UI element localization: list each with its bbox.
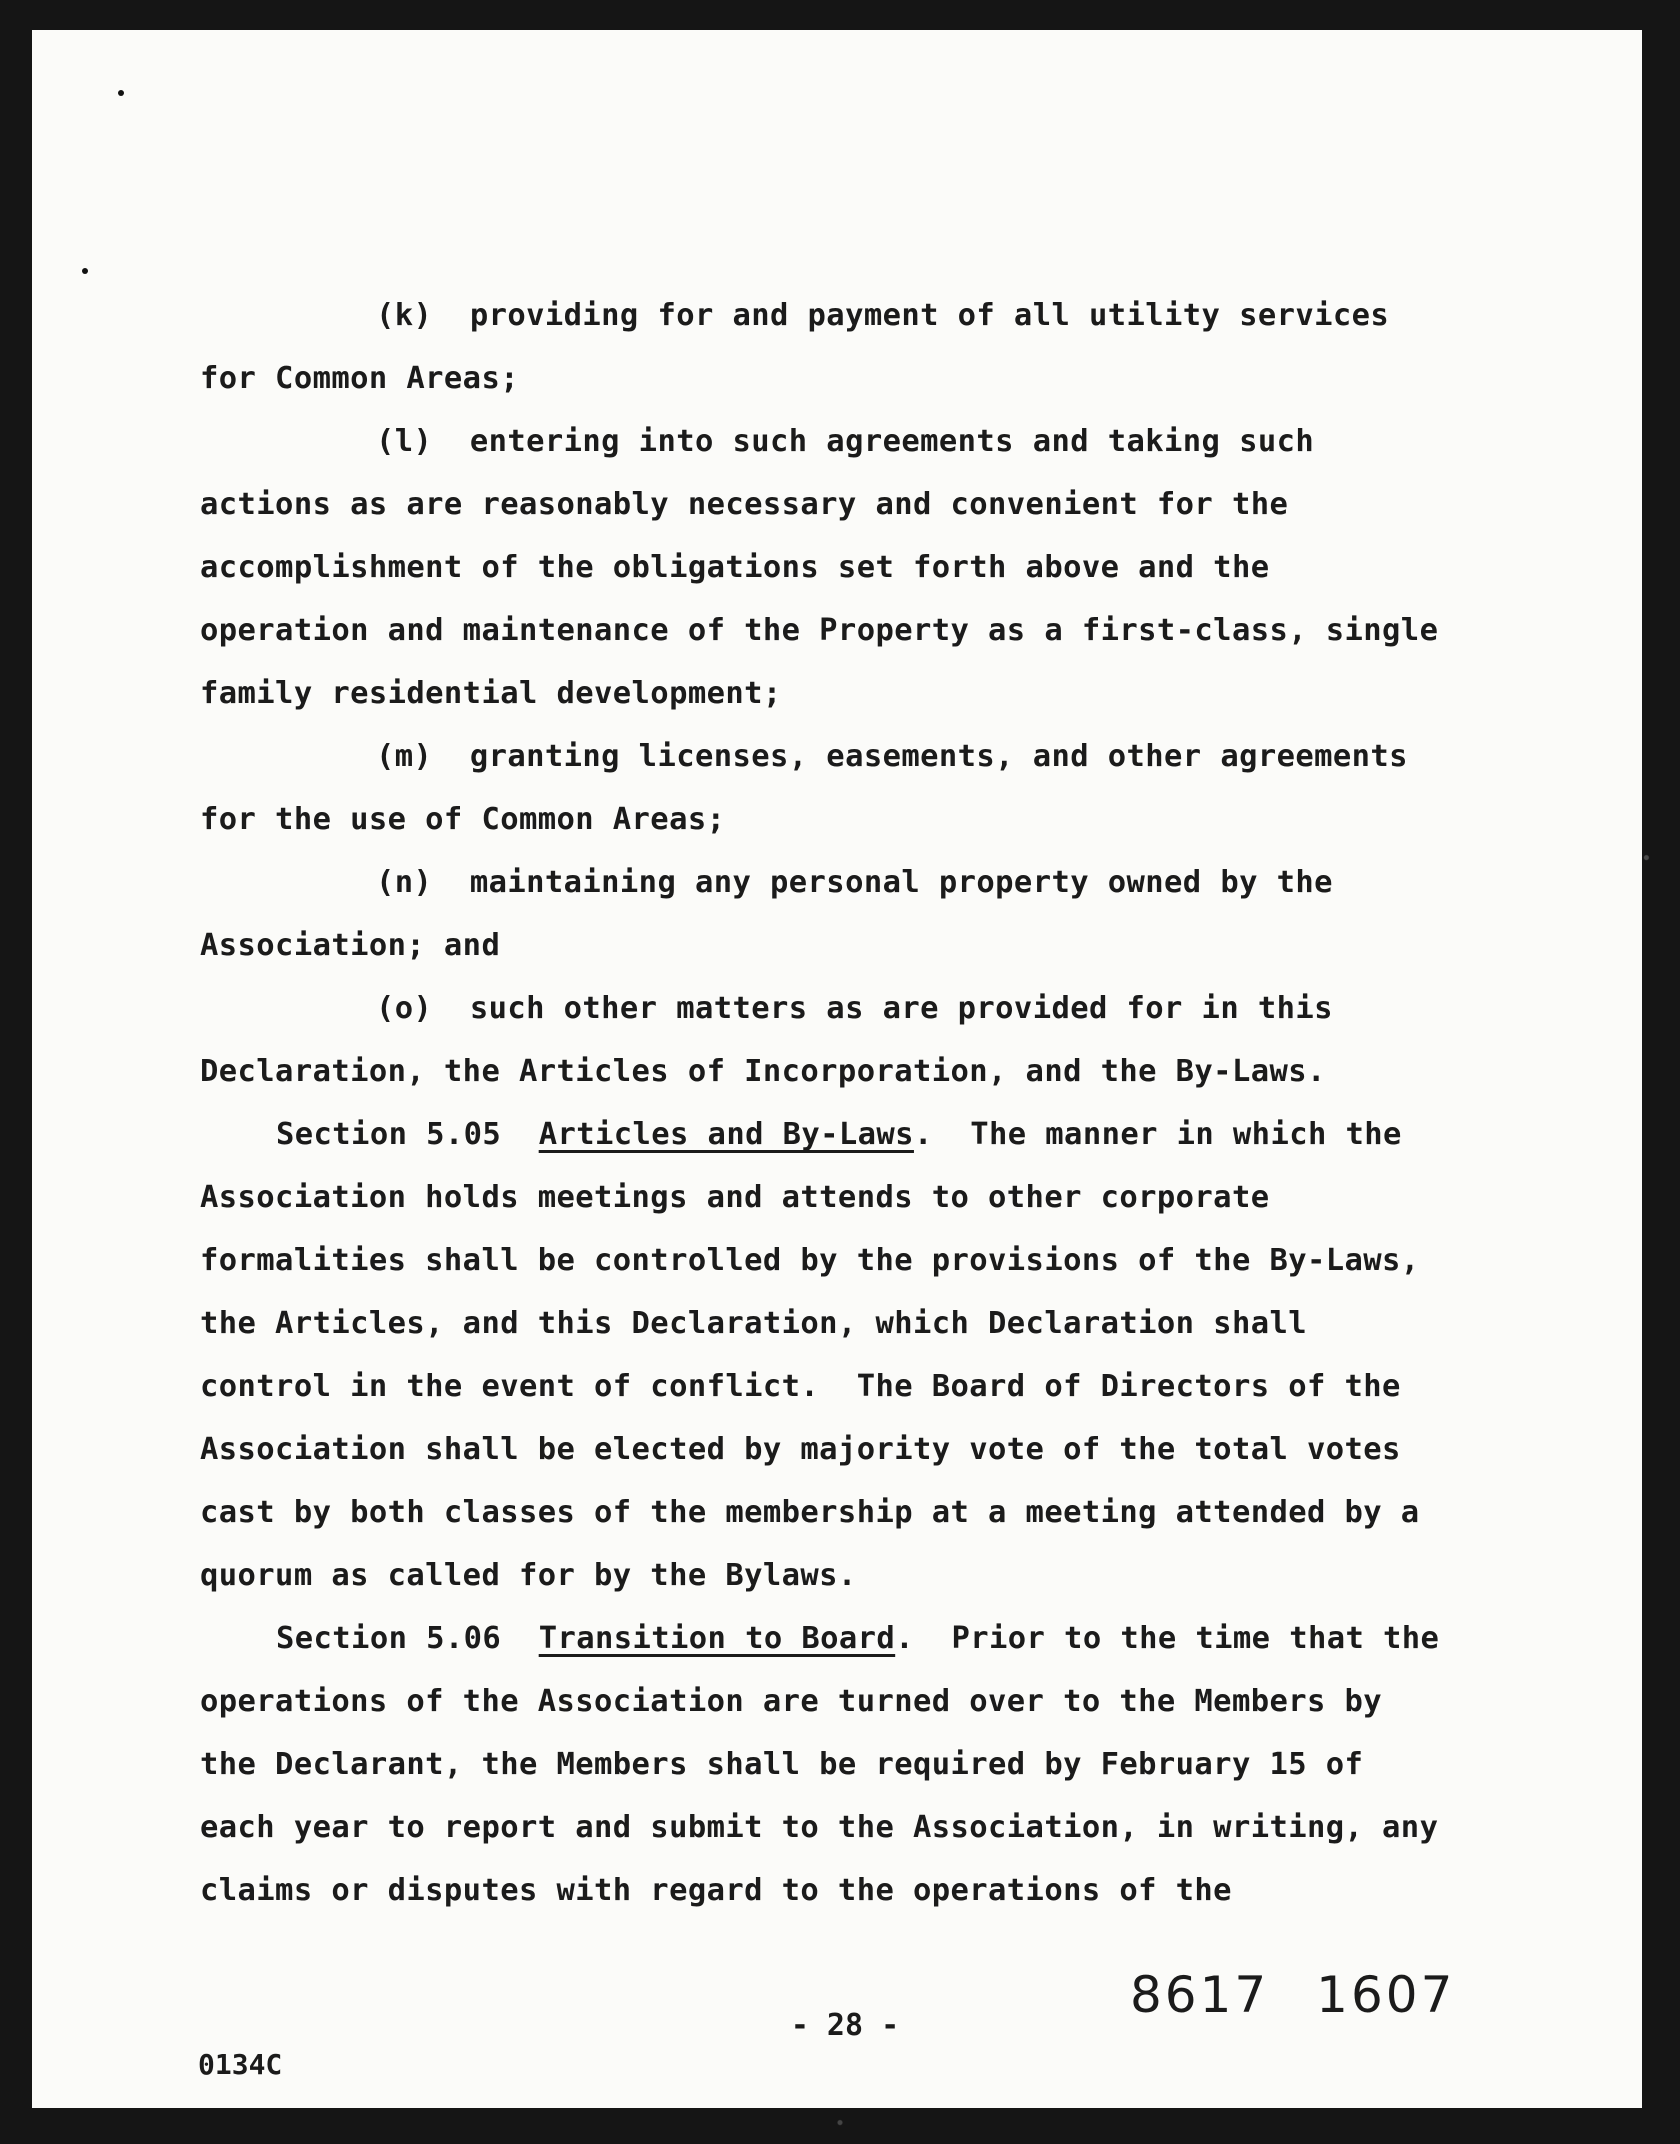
body-line: quorum as called for by the Bylaws.	[200, 1558, 857, 1593]
page-number: - 28 -	[790, 2008, 900, 2043]
body-line: control in the event of conflict. The Board of Directors of the	[200, 1369, 1401, 1404]
body-line: the Declarant, the Members shall be required by February 15 of	[200, 1747, 1364, 1782]
body-line: Association holds meetings and attends to other corporate	[200, 1180, 1270, 1215]
body-line: claims or disputes with regard to the operations of the	[200, 1873, 1232, 1908]
section-number: Section 5.05	[276, 1117, 502, 1152]
section-text: . The manner in which the	[913, 1117, 1402, 1152]
body-line: Association; and	[200, 928, 501, 963]
body-line: for Common Areas;	[200, 361, 519, 396]
body-line: actions as are reasonably necessary and convenient for the	[200, 487, 1289, 522]
body-line: accomplishment of the obligations set forth above and the	[200, 550, 1270, 585]
body-line: cast by both classes of the membership at a meeting attended by a	[200, 1495, 1420, 1530]
body-line: the Articles, and this Declaration, which Declaration shall	[200, 1306, 1307, 1341]
body-line: (l) entering into such agreements and taking such	[376, 424, 1315, 459]
stamp-number: 8617 1607	[1130, 1966, 1456, 2024]
document-code: 0134C	[198, 2048, 283, 2081]
body-line: operation and maintenance of the Property as a first-class, single	[200, 613, 1439, 648]
body-line: Declaration, the Articles of Incorporation, and the By-Laws.	[200, 1054, 1326, 1089]
section-5-05-heading-line	[200, 1103, 1490, 1166]
scan-speck	[118, 90, 124, 96]
body-line: formalities shall be controlled by the provisions of the By-Laws,	[200, 1243, 1420, 1278]
section-text: . Prior to the time that the	[895, 1621, 1440, 1656]
body-line: Association shall be elected by majority vote of the total votes	[200, 1432, 1401, 1467]
scan-speck	[82, 268, 88, 274]
body-line: (n) maintaining any personal property owned by the	[376, 865, 1333, 900]
body-line: operations of the Association are turned over to the Members by	[200, 1684, 1383, 1719]
body-line: (o) such other matters as are provided for in this	[376, 991, 1333, 1026]
body-line: each year to report and submit to the Association, in writing, any	[200, 1810, 1439, 1845]
section-title: Articles and By-Laws	[538, 1117, 914, 1152]
body-line: (k) providing for and payment of all utility services	[376, 298, 1390, 333]
body-line: for the use of Common Areas;	[200, 802, 726, 837]
document-body	[200, 284, 1490, 1922]
section-number: Section 5.06	[276, 1621, 502, 1656]
section-5-06-heading-line	[200, 1607, 1490, 1670]
section-title: Transition to Board	[538, 1621, 896, 1656]
body-line: (m) granting licenses, easements, and other agreements	[376, 739, 1408, 774]
body-line: family residential development;	[200, 676, 782, 711]
